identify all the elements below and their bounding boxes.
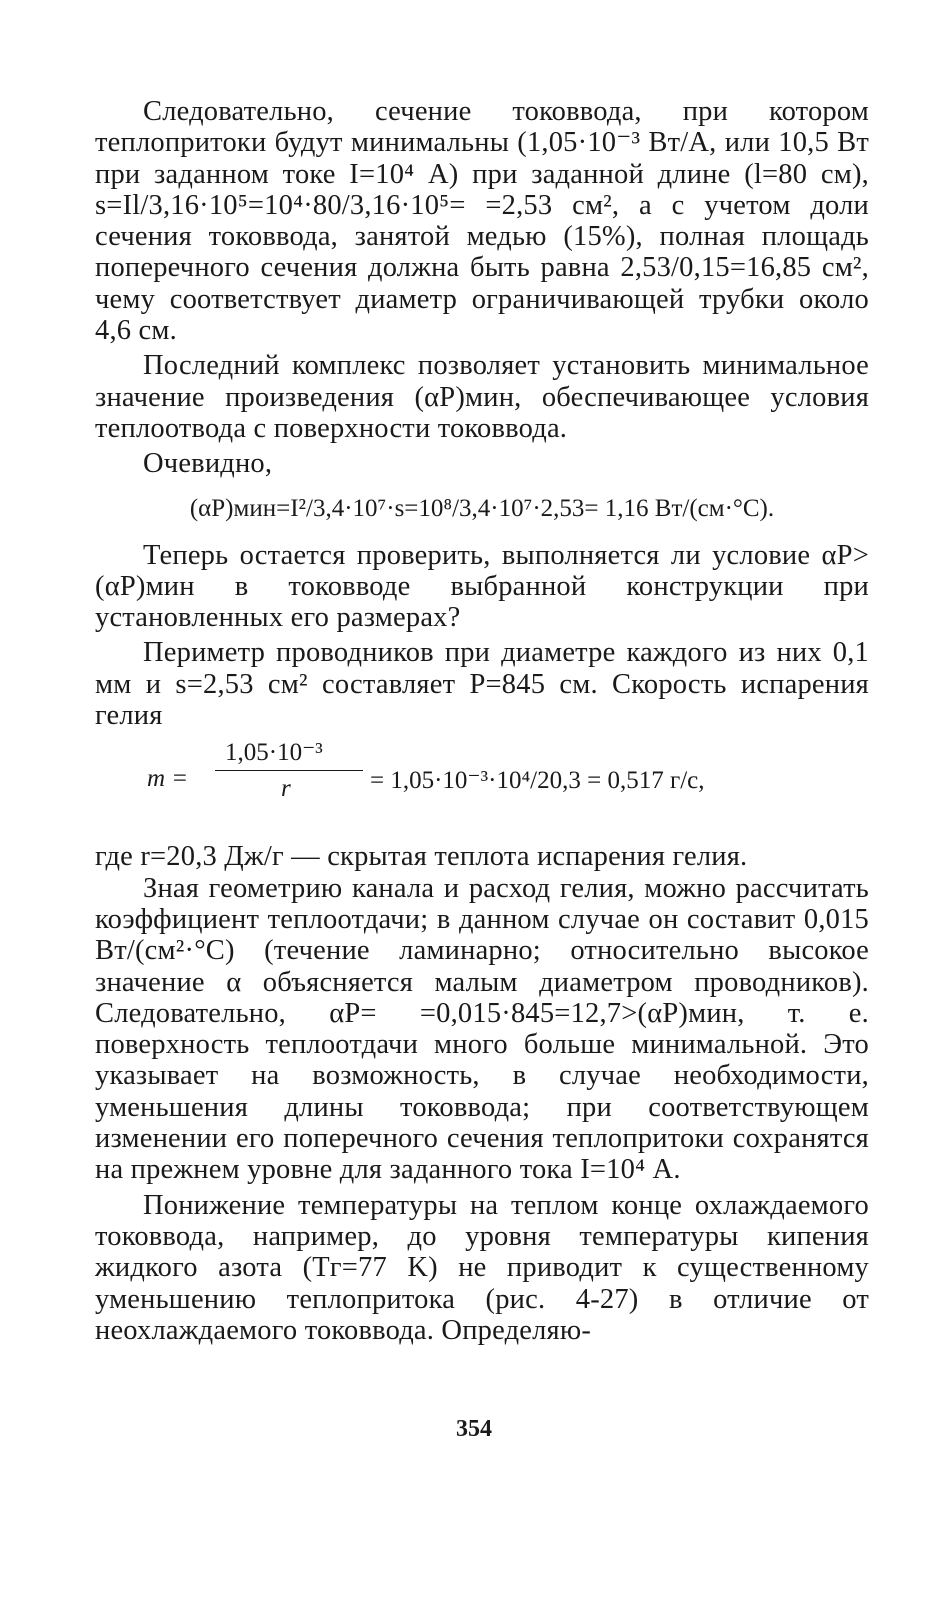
fraction-bar [215,770,363,771]
equation-rhs: = 1,05·10⁻³·10⁴/20,3 = 0,517 г/с, [370,767,705,795]
paragraph-2: Последний комплекс позволяет установить минимальное значение произведения (αP)мин, обеспечивающее условия теплоотвода с поверхности токоввода. [95,350,869,444]
paragraph-8: Понижение температуры на теплом конце охлаждаемого токоввода, например, до уровня температуры кипения жидкого азота (Tг=77 K) не приводит к существенному уменьшению теплопритока (рис. 4-27) в отличие от неохлаждаемого токоввода. Определяю- [95,1189,869,1346]
paragraph-7: Зная геометрию канала и расход гелия, можно рассчитать коэффициент теплоотдачи; в данном случае он составит 0,015 Вт/(см²·°C) (течение ламинарно; относительно высокое значение α объясняется малым диаметром проводников). Следовательно, αP= =0,015·845=12,7>(αP)мин, т. е. поверхность теплоотдачи много больше минимальной. Это указывает на возможность, в случае необходимости, уменьшения длины токоввода; при соответствующем изменении его поперечного сечения теплопритоки сохранятся на прежнем уровне для заданного тока I=10⁴ А. [95,872,869,1186]
paragraph-5: Периметр проводников при диаметре каждого из них 0,1 мм и s=2,53 см² составляет P=845 см. Скорость испарения гелия [95,637,869,732]
equation-evaporation-rate [95,737,869,837]
paragraph-6: где r=20,3 Дж/г — скрытая теплота испарения гелия. [95,841,748,873]
page-body [95,96,869,1346]
equation-lhs: m = [147,765,189,793]
fraction-denominator: r [281,775,291,803]
paragraph-3: Очевидно, [143,448,273,480]
page-number: 354 [456,1416,492,1442]
equation-alpha-p-min: (αP)мин=I²/3,4·10⁷·s=10⁸/3,4·10⁷·2,53= 1,16 Вт/(см·°C). [189,494,775,522]
paragraph-4: Теперь остается проверить, выполняется ли условие αP>(αP)мин в токовводе выбранной конструкции при установленных его размерах? [95,539,869,634]
fraction-numerator: 1,05·10⁻³ [225,739,323,767]
paragraph-1: Следовательно, сечение токоввода, при котором теплопритоки будут минимальны (1,05·10⁻³ Вт/А, или 10,5 Вт при заданном токе I=10⁴ А) при заданной длине (l=80 см), s=Il/3,16·10⁵=10⁴·80/3,16·10⁵= =2,53 см², а с учетом доли сечения токоввода, занятой медью (15%), полная площадь поперечного сечения должна быть равна 2,53/0,15=16,85 см², чему соответствует диаметр ограничивающей трубки около 4,6 см. [95,96,869,347]
